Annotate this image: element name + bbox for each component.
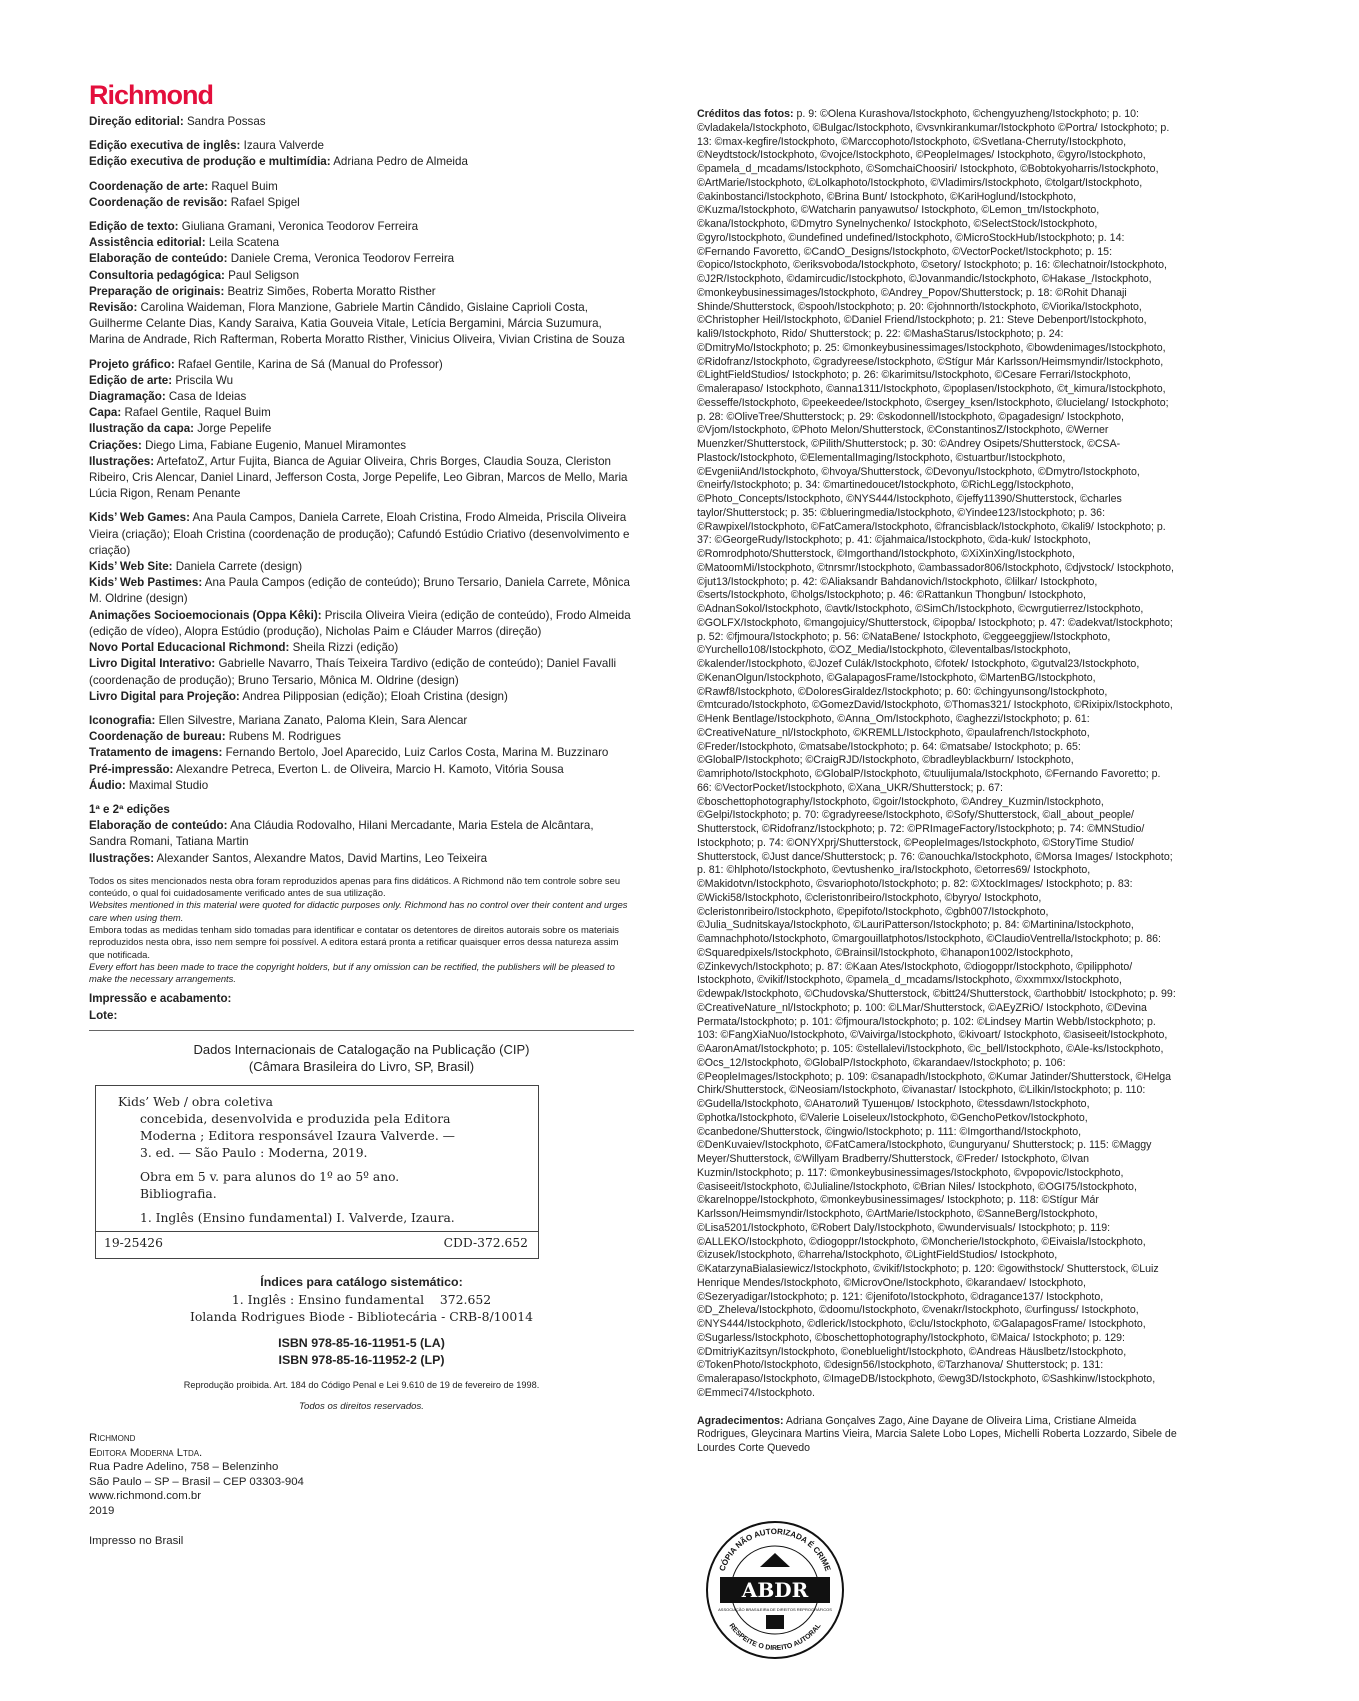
credit-names: Beatriz Simões, Roberta Moratto Risther	[224, 284, 436, 298]
credit-role: Áudio:	[89, 778, 126, 792]
credit-role: Ilustrações:	[89, 851, 155, 865]
credit-role: Livro Digital para Projeção:	[89, 689, 240, 703]
credit-role: Novo Portal Educacional Richmond:	[89, 641, 290, 655]
credit-line	[89, 235, 634, 251]
credit-role: Preparação de originais:	[89, 284, 225, 298]
disclaimer-pt-1: Todos os sites mencionados nesta obra foram reproduzidos apenas para fins didáticos. A Richmond não tem controle sobre seu conteúdo, o qual foi cuidadosamente verificado antes de sua utilização.	[89, 874, 621, 899]
isbn-block	[89, 1335, 634, 1369]
credit-names: Daniele Crema, Veronica Teodorov Ferreira	[227, 252, 455, 266]
cip-line: Moderna ; Editora responsável Izaura Valverde. —	[140, 1128, 455, 1143]
credit-role: Projeto gráfico:	[89, 357, 175, 371]
credit-names: Rafael Gentile, Raquel Buim	[121, 406, 271, 420]
credit-role: Iconografia:	[89, 713, 156, 727]
credit-line	[89, 729, 634, 745]
credit-names: Izaura Valverde	[240, 139, 324, 153]
credit-names: Carolina Waideman, Flora Manzione, Gabriele Martin Cândido, Gislaine Caprioli Costa, Guilherme Celante Dias, Kandy Saraiva, Katia Gouveia Vitale, Letícia Bergamini, Márcia Suzumura, Marina de Andrade, Rich Rafterman, Roberta Moratto Risther, Vinicius Oliveira, Vivian Cristina de Souza	[89, 301, 625, 347]
photo-credits	[697, 108, 1177, 1401]
acknowledgements-label: Agradecimentos:	[697, 1414, 784, 1427]
credit-line	[89, 438, 634, 454]
right-column	[697, 108, 1177, 1456]
credit-names: Ana Paula Campos, Daniela Carrete, Eloah Cristina, Frodo Almeida, Priscila Oliveira Vieira (criação); Eloah Cristina (coordenação de produção); Cafundó Estúdio Criativo (desenvolvimento e criação)	[89, 511, 630, 557]
credit-names: Rafael Gentile, Karina de Sá (Manual do Professor)	[174, 357, 443, 371]
credit-line	[89, 802, 634, 818]
credit-line	[89, 300, 634, 349]
credit-line	[89, 510, 634, 559]
credit-role: Kids’ Web Site:	[89, 560, 173, 574]
credit-role: Kids’ Web Games:	[89, 511, 190, 525]
left-column	[89, 80, 634, 1549]
credit-role: Edição de texto:	[89, 220, 179, 234]
credit-names: Maximal Studio	[125, 778, 209, 792]
photo-credits-label: Créditos das fotos:	[697, 108, 794, 120]
credit-line	[89, 575, 634, 607]
acknowledgements	[697, 1415, 1177, 1456]
cip-line: 3. ed. — São Paulo : Moderna, 2019.	[140, 1145, 368, 1160]
seal-name: ASSOCIAÇÃO BRASILEIRA DE DIREITOS REPROGRÁFICOS	[718, 1607, 832, 1612]
credit-role: Assistência editorial:	[89, 236, 206, 250]
credit-role: Kids’ Web Pastimes:	[89, 576, 203, 590]
credit-line	[89, 778, 634, 794]
reproduction-notice: Reprodução proibida. Art. 184 do Código Penal e Lei 9.610 de 19 de fevereiro de 1998.	[183, 1379, 540, 1390]
credit-role: Ilustrações:	[89, 454, 155, 468]
credit-group	[89, 219, 634, 349]
credit-names: Ana Cláudia Rodovalho, Hilani Mercadante, Maria Estela de Alcântara, Sandra Romani, Tatiana Martin	[89, 819, 594, 849]
credit-line	[89, 251, 634, 267]
credit-group	[89, 114, 634, 130]
credit-names: ArtefatoZ, Artur Fujita, Bianca de Aguiar Oliveira, Chris Borges, Claudia Souza, Cleriston Ribeiro, Cris Alencar, Daniel Linard, Jefferson Costa, Jorge Pepelife, Leo Gibran, Marcos de Mello, Maria Lúcia Rigon, Renam Penante	[89, 454, 628, 501]
credit-line	[89, 114, 634, 130]
credit-names: Alexandre Petreca, Everton L. de Oliveira, Marcio H. Kamoto, Vitória Sousa	[173, 762, 564, 776]
credit-line	[89, 373, 634, 389]
credit-names: Sandra Possas	[183, 115, 266, 128]
seal-abbr: ABDR	[741, 1578, 809, 1602]
credit-names: Priscila Wu	[172, 373, 234, 387]
credit-names: Sheila Rizzi (edição)	[289, 641, 399, 655]
credit-group	[89, 357, 634, 503]
systematic-index	[89, 1273, 634, 1325]
cip-line: concebida, desenvolvida e produzida pela Editora	[140, 1111, 451, 1126]
credit-role: Consultoria pedagógica:	[89, 268, 225, 282]
cip-catalog-card	[95, 1085, 539, 1259]
credit-line	[89, 219, 634, 235]
rights-reserved: Todos os direitos reservados.	[299, 1400, 424, 1412]
cip-line: Kids’ Web / obra coletiva	[118, 1094, 273, 1109]
credit-line	[89, 268, 634, 284]
richmond-logo: Richmond	[89, 80, 213, 110]
photo-credits-text: p. 9: ©Olena Kurashova/Istockphoto, ©chengyuzheng/Istockphoto; p. 10: ©vladakela/Istockphoto, ©Bulgac/Istockphoto, ©vsvnkirankumar/Istockphoto ©Portra/ Istockphoto; p. 13: ©max-kegfire/Istockphoto, ©Marccophoto/Istockphoto, ©Svetlana-Cherruty/Istockphoto, ©Neydtstock/Istockphoto, ©vojce/Istockphoto, ©PeopleImages/ Istockphoto, ©gyro/Istockphoto, ©pamela_d_mcadams/Istockphoto, ©SomchaiChoosiri/ Istockphoto, ©Bobtokyoharris/Istockphoto, ©ArtMarie/Istockphoto, ©Lolkaphoto/Istockphoto, ©Vladimirs/Istockphoto, ©tolgart/Istockphoto, ©akinbostanci/Istockphoto, ©Brina Bunt/ Istockphoto, ©KariHoglund/Istockphoto, ©Kuzma/Istockphoto, ©Watcharin panyawutso/ Istockphoto, ©Lemon_tm/Istockphoto, ©kana/Istockphoto, ©Dmytro Synelnychenko/ Istockphoto, ©SelectStock/Istockphoto, ©gyro/Istockphoto, ©undefined undefined/Istockphoto, ©MicroStockHub/Istockphoto; p. 14: ©Fernando Favoretto, ©CandO_Designs/Istockphoto, ©VectorPocket/Istockphoto; p. 15: ©opico/Istockphoto, ©eriksvoboda/Istockphoto, ©setory/ Istockphoto; p. 16: ©lechatnoir/Istockphoto, ©J2R/Istockphoto, ©damircudic/Istockphoto, ©Jovanmandic/Istockphoto, ©Hakase_/Istockphoto, ©monkeybusinessimages/Istockphoto, ©Andrey_Popov/Shutterstock; p. 18: ©Rohit Dhanaji Shinde/Shutterstock, ©spooh/Istockphoto; p. 20: ©johnnorth/Istockphoto, ©Viorika/Istockphoto, ©Christopher Heil/Istockphoto, ©Daniel Friend/Istockphoto; p. 21: Steve Debenport/Istockphoto, kali9/Istockphoto, Rido/ Shutterstock; p. 22: ©MashaStarus/Istockphoto; p. 24: ©DmitryMo/Istockphoto; p. 25: ©monkeybusinessimages/Istockphoto, ©bowdenimages/Istockphoto, ©Ridofranz/Istockphoto, ©gradyreese/Istockphoto, ©Stígur Már Karlsson/Heimsmyndir/Istockphoto, ©LightFieldStudios/ Istockphoto; p. 26: ©karimitsu/Istockphoto, ©Cesare Ferrari/Istockphoto, ©malerapaso/ Istockphoto, ©anna1311/Istockphoto, ©poplasen/Istockphoto, ©t_kimura/Istockphoto, ©esseffe/Istockphoto, ©peekeedee/Istockphoto, ©sergey_ksen/Istockphoto, ©lucielang/ Istockphoto; p. 28: ©OliveTree/Shutterstock; p. 29: ©skodonnell/Istockphoto, ©pagadesign/ Istockphoto, ©Vjom/Istockphoto, ©Photo Melon/Shutterstock, ©ConstantinosZ/Istockphoto, ©Werner Muenzker/Shutterstock, ©Pilith/Shutterstock; p. 30: ©Andrey Osipets/Shutterstock, ©CSA-Plastock/Istockphoto, ©ElementalImaging/Istockphoto, ©stuartbur/Istockphoto, ©EvgeniiAnd/Istockphoto, ©hvoya/Shutterstock, ©Devonyu/Istockphoto, ©Dmytro/Istockphoto, ©neirfy/Istockphoto; p. 34: ©martinedoucet/Istockphoto, ©RichLegg/Istockphoto, ©Photo_Concepts/Istockphoto, ©NYS444/Istockphoto, ©jeffy11390/Shutterstock, ©charles taylor/Shutterstock; p. 35: ©blueringmedia/Istockphoto, ©Yindee123/Istockphoto; p. 36: ©Rawpixel/Istockphoto, ©FatCamera/Istockphoto, ©francisblack/Istockphoto, ©kali9/ Istockphoto; p. 37: ©GeorgeRudy/Istockphoto; p. 41: ©jahmaica/Istockphoto, ©da-kuk/ Istockphoto, ©Romrodphoto/Shutterstock, ©Imgorthand/Istockphoto, ©XiXinXing/Istockphoto, ©MatoomMi/Istockphoto, ©tnrsmr/Istockphoto, ©ambassador806/Istockphoto, ©djvstock/ Istockphoto, ©jut13/Istockphoto; p. 42: ©Aliaksandr Bahdanovich/Istockphoto, ©lilkar/ Istockphoto, ©serts/Istockphoto, ©holgs/Istockphoto; p. 46: ©Rattankun Thongbun/ Istockphoto, ©AdnanSokol/Istockphoto, ©avtk/Istockphoto, ©SimCh/Istockphoto, ©cwrgutierrez/Istockphoto, ©GOLFX/Istockphoto, ©mangojuicy/Shutterstock, ©ipopba/ Istockphoto; p. 47: ©adekvat/Istockphoto; p. 52: ©fjmoura/Istockphoto; p. 56: ©NataBene/ Istockphoto, ©eggeeggjiew/Istockphoto, ©Yurchello108/Istockphoto, ©OZ_Media/Istockphoto, ©leventalbas/Istockphoto, ©kalender/Istockphoto, ©Jozef Culák/Istockphoto, ©fotek/ Istockphoto, ©gutval23/Istockphoto, ©KenanOlgun/Istockphoto, ©GalapagosFrame/Istockphoto, ©MartenBG/Istockphoto, ©Rawf8/Istockphoto, ©DoloresGiraldez/Istockphoto; p. 60: ©chingyunsong/Istockphoto, ©mtcurado/Istockphoto, ©GomezDavid/Istockphoto, ©Thomas321/ Istockphoto, ©Rixipix/Istockphoto, ©Henk Bentlage/Istockphoto, ©Anna_Om/Istockphoto, ©aghezzi/Istockphoto; p. 61: ©CreativeNature_nl/Istockphoto, ©KREMLL/Istockphoto, ©paulafrench/Istockphoto, ©Freder/Istockphoto, ©matsabe/Istockphoto; p. 64: ©matsabe/ Istockphoto; p. 65: ©GlobalP/Istockphoto; ©CraigRJD/Istockphoto, ©bradleyblackburn/ Istockphoto, ©amriphoto/Istockphoto, ©GlobalP/Istockphoto, ©tuulijumala/Istockphoto, ©Fernando Favoretto; p. 66: ©VectorPocket/Istockphoto, ©Xana_UKR/Shutterstock; p. 67: ©boschettophotography/Istockphoto, ©goir/Istockphoto, ©Andrey_Kuzmin/Istockphoto, ©Gelpi/Istockphoto; p. 70: ©gradyreese/Istockphoto, ©Sofy/Shutterstock, ©all_about_people/ Shutterstock, ©Ridofranz/Istockphoto; p. 72: ©PRImageFactory/Istockphoto; p. 74: ©MNStudio/ Istockphoto; p. 74: ©ONYXprj/Shutterstock, ©PeopleImages/Istockphoto, ©StoryTime Studio/ Shutterstock, ©Just dance/Shutterstock; p. 76: ©anouchka/Istockphoto, ©Morsa Images/ Istockphoto; p. 81: ©hlphoto/Istockphoto, ©evtushenko_ira/Istockphoto, ©etorres69/ Istockphoto, ©Makidotvn/Istockphoto, ©svariophoto/Istockphoto; p. 82: ©XtockImages/ Istockphoto; p. 83: ©Wicki58/Istockphoto, ©cleristonribeiro/Istockphoto, ©byryo/ Istockphoto, ©cleristonribeiro/Istockphoto, ©pepifoto/Istockphoto, ©gbh007/Istockphoto, ©Julia_Sudnitskaya/Istockphoto, ©LauriPatterson/Istockphoto; p. 84: ©Martinina/Istockphoto, ©amnachphoto/Istockphoto, ©margouillatphotos/Istockphoto, ©ClaudioVentrella/Istockphoto; p. 86: ©Squaredpixels/Istockphoto, ©Brainsil/Istockphoto, ©hanapon1002/Istockphoto, ©Zinkevych/Istockphoto; p. 87: ©Kaan Ates/Istockphoto, ©diogoppr/Istockphoto, ©pilipphoto/ Istockphoto, ©vikif/Istockphoto, ©pamela_d_mcadams/Istockphoto, ©xxmmxx/Istockphoto, ©dewpak/Istockphoto, ©Chudovska/Shutterstock, ©bitt24/Shutterstock, ©arthobbit/ Istockphoto; p. 99: ©CreativeNature_nl/Istockphoto; p. 100: ©LMar/Shutterstock, ©AEyZRiO/ Istockphoto, ©Devina Permata/Istockphoto; p. 101: ©fjmoura/Istockphoto; p. 102: ©Lindsey Martin Webb/Istockphoto; p. 103: ©FangXiaNuo/Istockphoto, ©Vaivirga/Istockphoto, ©kivoart/ Istockphoto, ©asiseeit/Istockphoto, ©AaronAmat/Istockphoto; p. 105: ©stellalevi/Istockphoto, ©c_bell/Istockphoto, ©Ale-ks/Istockphoto, ©Ocs_12/Istockphoto, ©GlobalP/Istockphoto, ©karandaev/Istockphoto; p. 106: ©PeopleImages/Istockphoto; p. 109: ©sanapadh/Istockphoto, ©Kumar Jatinder/Shutterstock, ©Helga Chirk/Shutterstock, ©Neosiam/Istockphoto, ©ivanastar/ Istockphoto, ©Lilkin/Istockphoto; p. 110: ©Gudella/Istockphoto, ©Анатолий Тушенцов/ Istockphoto, ©tessdawn/Istockphoto, ©photka/Istockphoto, ©Valerie Loiseleux/Istockphoto, ©GenchoPetkov/Istockphoto, ©canbedone/Shutterstock, ©ingwio/Istockphoto; p. 111: ©Imgorthand/Istockphoto, ©DenKuvaiev/Istockphoto, ©FatCamera/Istockphoto, ©unguryanu/ Shutterstock; p. 115: ©Maggy Meyer/Shutterstock, ©Willyam Bradberry/Shutterstock, ©Freder/ Istockphoto, ©Ivan Kuzmin/Istockphoto; p. 117: ©monkeybusinessimages/Istockphoto, ©vpopovic/Istockphoto, ©asiseeit/Istockphoto, ©Julialine/Istockphoto, ©Brian Niles/ Istockphoto, ©OGI75/Istockphoto, ©karelnoppe/Istockphoto, ©monkeybusinessimages/ Istockphoto; p. 118: ©Stígur Már Karlsson/Heimsmyndir/Istockphoto, ©ArtMarie/Istockphoto, ©SanneBerg/Istockphoto, ©Lisa5201/Istockphoto, ©Robert Daly/Istockphoto, ©wundervisuals/ Istockphoto; p. 119: ©ALLEKO/Istockphoto, ©diogoppr/Istockphoto, ©Moncherie/Istockphoto, ©Eivaisla/Istockphoto, ©izusek/Istockphoto, ©harreha/Istockphoto, ©LightFieldStudios/ Istockphoto, ©KatarzynaBialasiewicz/Istockphoto, ©vikif/Istockphoto; p. 120: ©gowithstock/ Shutterstock, ©Luiz Henrique Mendes/Istockphoto, ©MicrovOne/Istockphoto, ©karandaev/ Istockphoto, ©Sezeryadigar/Istockphoto; p. 121: ©jenifoto/Istockphoto, ©dragance137/ Istockphoto, ©D_Zheleva/Istockphoto, ©doomu/Istockphoto, ©venakr/Istockphoto, ©urfinguss/ Istockphoto, ©NYS444/Istockphoto, ©dlerick/Istockphoto, ©clu/Istockphoto, ©GalapagosFrame/ Istockphoto, ©Sugarless/Istockphoto, ©boschettophotography/Istockphoto, ©Maica/ Istockphoto; p. 129: ©DmitriyKazitsyn/Istockphoto, ©onebluelight/Istockphoto, ©Andreas Häuslbetz/Istockphoto, ©TokenPhoto/Istockphoto, ©design56/Istockphoto, ©Tarzhanova/ Shutterstock; p. 131: ©malerapaso/Istockphoto, ©ImageDB/Istockphoto, ©ewg3D/Istockphoto, ©Sashkinw/Istockphoto, ©Emmeci74/Istockphoto.	[697, 108, 1176, 1399]
credit-line	[89, 762, 634, 778]
credit-role: Edição executiva de inglês:	[89, 139, 241, 153]
credit-role: Elaboração de conteúdo:	[89, 819, 228, 833]
credit-names: Daniela Carrete (design)	[172, 560, 303, 574]
cip-code-right: CDD-372.652	[443, 1235, 528, 1250]
index-line: 1. Inglês : Ensino fundamental 372.652	[231, 1291, 492, 1307]
credit-names: Raquel Buim	[208, 179, 278, 193]
credit-group	[89, 179, 634, 211]
credit-role: Ilustração da capa:	[89, 422, 195, 436]
credit-role: Tratamento de imagens:	[89, 746, 223, 760]
lot-label: Lote:	[89, 1008, 118, 1022]
isbn-la: ISBN 978-85-16-11951-5 (LA)	[278, 1335, 445, 1350]
credit-line	[89, 818, 634, 850]
disclaimer-en-2: Every effort has been made to trace the copyright holders, but if any omission can be rectified, the publishers will be pleased to make the necessary arrangements.	[89, 960, 615, 985]
cip-code-left: 19-25426	[104, 1235, 163, 1250]
isbn-lp: ISBN 978-85-16-11952-2 (LP)	[278, 1352, 445, 1367]
seal-bottom-text: RESPEITE O DIREITO AUTORAL	[727, 1622, 823, 1653]
cip-line: 1. Inglês (Ensino fundamental) I. Valverde, Izaura.	[140, 1210, 455, 1225]
publisher-address-2: São Paulo – SP – Brasil – CEP 03303-904	[89, 1475, 304, 1488]
publisher-company: Editora Moderna Ltda.	[89, 1446, 203, 1459]
credit-line	[89, 179, 634, 195]
credit-role: Elaboração de conteúdo:	[89, 252, 228, 266]
credit-names: Rafael Spigel	[227, 195, 300, 209]
credit-role: Animações Socioemocionais (Oppa Kêki):	[89, 608, 322, 622]
credit-names: Adriana Pedro de Almeida	[330, 155, 468, 169]
credit-role: Edição executiva de produção e multimídia:	[89, 155, 331, 169]
credit-line	[89, 154, 634, 170]
credit-names: Ana Paula Campos (edição de conteúdo); Bruno Tersario, Daniela Carrete, Mônica M. Oldrine (design)	[89, 576, 630, 606]
credit-role: Coordenação de bureau:	[89, 730, 226, 744]
seal-top-text: CÓPIA NÃO AUTORIZADA É CRIME	[717, 1526, 833, 1573]
publisher-year: 2019	[89, 1504, 115, 1517]
divider	[89, 1030, 634, 1031]
credit-role: Criações:	[89, 438, 142, 452]
credit-line	[89, 389, 634, 405]
publisher-info	[89, 1431, 634, 1519]
credit-names: Alexander Santos, Alexandre Matos, David Martins, Leo Teixeira	[154, 851, 488, 865]
credit-names: Casa de Ideias	[165, 390, 247, 404]
credit-names: Rubens M. Rodrigues	[225, 730, 341, 744]
credit-names: Leila Scatena	[205, 236, 280, 250]
credit-role: Coordenação de revisão:	[89, 195, 228, 209]
credit-line	[89, 640, 634, 656]
credit-group	[89, 802, 634, 867]
credit-names: Fernando Bertolo, Joel Aparecido, Luiz Carlos Costa, Marina M. Buzzinaro	[222, 746, 609, 760]
credit-role: Pré-impressão:	[89, 762, 174, 776]
printing	[89, 991, 634, 1023]
credit-line	[89, 284, 634, 300]
credit-role: 1ª e 2ª edições	[89, 802, 170, 816]
credit-role: Diagramação:	[89, 390, 166, 404]
index-line: Iolanda Rodrigues Biode - Bibliotecária - CRB-8/10014	[189, 1308, 534, 1324]
cip-line: Bibliografia.	[140, 1186, 217, 1201]
credit-line	[89, 138, 634, 154]
credit-names: Giuliana Gramani, Veronica Teodorov Ferreira	[178, 220, 419, 234]
cip-line: Obra em 5 v. para alunos do 1º ao 5º ano.	[140, 1169, 400, 1184]
credit-role: Direção editorial:	[89, 115, 184, 128]
credit-group	[89, 713, 634, 794]
credit-role: Livro Digital Interativo:	[89, 657, 216, 671]
printing-label: Impressão e acabamento:	[89, 992, 232, 1006]
cip-title: Dados Internacionais de Catalogação na Publicação (CIP) (Câmara Brasileira do Livro, SP, Brasil)	[193, 1041, 530, 1074]
credit-line	[89, 713, 634, 729]
credit-line	[89, 405, 634, 421]
credit-names: Ellen Silvestre, Mariana Zanato, Paloma Klein, Sara Alencar	[155, 713, 468, 727]
credit-line	[89, 559, 634, 575]
credit-role: Edição de arte:	[89, 373, 173, 387]
credit-line	[89, 421, 634, 437]
staff-credits	[89, 114, 634, 867]
credit-line	[89, 357, 634, 373]
credit-line	[89, 745, 634, 761]
credit-names: Jorge Pepelife	[194, 422, 272, 436]
credit-names: Paul Seligson	[224, 268, 300, 282]
credit-line	[89, 656, 634, 688]
printed-in: Impresso no Brasil	[89, 1534, 184, 1547]
disclaimer-en-1: Websites mentioned in this material were quoted for didactic purposes only. Richmond has no control over their content and urges care when using them.	[89, 899, 628, 923]
credit-line	[89, 851, 634, 867]
acknowledgements-text: Adriana Gonçalves Zago, Aine Dayane de Oliveira Lima, Cristiane Almeida Rodrigues, Gleycinara Martins Vieira, Marcia Salete Lobo Lopes, Michelli Roberta Lozzardo, Sibele de Lourdes Corte Quevedo	[697, 1414, 1177, 1454]
credit-line	[89, 195, 634, 211]
credit-names: Gabrielle Navarro, Thaís Teixeira Tardivo (edição de conteúdo); Daniel Favalli (coordenação de produção); Bruno Tersario, Mônica M. Oldrine (design)	[89, 657, 617, 687]
credit-group	[89, 138, 634, 170]
abdr-seal-icon	[700, 1515, 850, 1660]
disclaimer	[89, 875, 634, 986]
credit-line	[89, 689, 634, 705]
publisher-address-1: Rua Padre Adelino, 758 – Belenzinho	[89, 1461, 279, 1474]
credit-role: Revisão:	[89, 301, 138, 315]
credit-names: Diego Lima, Fabiane Eugenio, Manuel Miramontes	[141, 438, 407, 452]
credit-role: Capa:	[89, 406, 122, 420]
credit-names: Andrea Pilipposian (edição); Eloah Cristina (design)	[239, 689, 508, 703]
credit-line	[89, 608, 634, 640]
credit-group	[89, 510, 634, 704]
credit-role: Coordenação de arte:	[89, 179, 209, 193]
disclaimer-pt-2: Embora todas as medidas tenham sido tomadas para identificar e contatar os detentores de direitos autorais sobre os materiais reproduzidos nesta obra, isso nem sempre foi possível. A editora estará pronta a retificar quaisquer erros dessa natureza assim que notificada.	[89, 923, 619, 960]
credit-line	[89, 454, 634, 503]
index-title: Índices para catálogo sistemático:	[260, 1274, 463, 1289]
publisher-site: www.richmond.com.br	[89, 1490, 202, 1503]
publisher-name: Richmond	[89, 1432, 136, 1445]
credit-names: Priscila Oliveira Vieira (edição de conteúdo), Frodo Almeida (edição de vídeo), Alopra Estúdio (produção), Nicholas Paim e Cláuder Marros (direção)	[89, 608, 631, 638]
cip-codes	[96, 1231, 538, 1252]
